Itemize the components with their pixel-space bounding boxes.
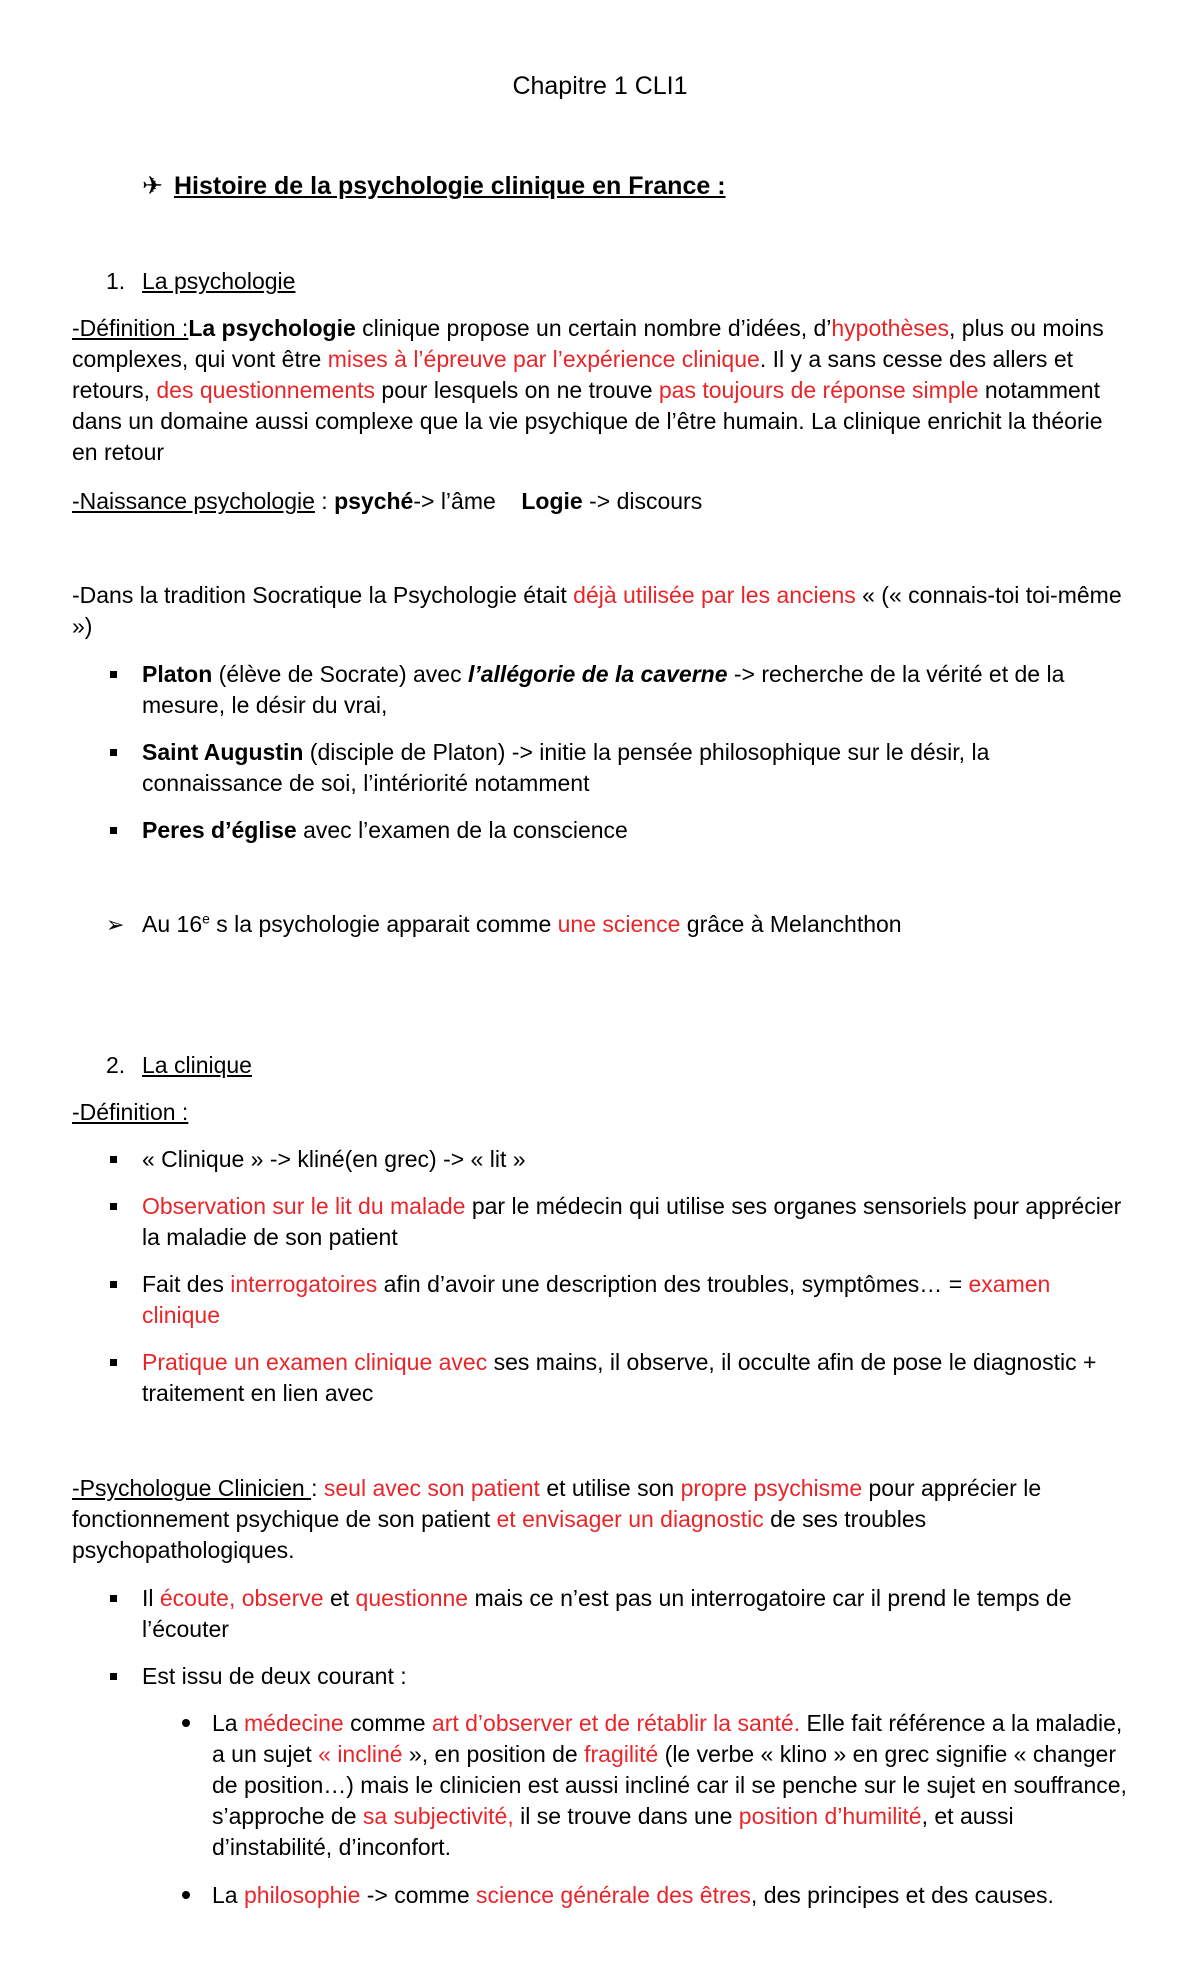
definition-label: -Définition : (72, 315, 189, 341)
section-1-title (106, 266, 295, 297)
section-heading (142, 170, 726, 202)
psychologue-paragraph: -Psychologue Clinicien : seul avec son patient et utilise son propre psychisme pour apprécier le fonctionnement psychique de son patient et envisager un diagnostic de ses troubles psychopathologiques. (72, 1475, 1042, 1563)
airplane-icon: ✈ (142, 172, 163, 200)
list-item: « Clinique » -> kliné(en grec) -> « lit » (106, 1144, 1126, 1175)
dot-bullet-icon (182, 1719, 190, 1727)
sub-list-item: La philosophie -> comme science générale des êtres, des principes et des causes. (178, 1880, 1128, 1911)
heading-text: Histoire de la psychologie clinique en France : (174, 172, 726, 200)
section-2-number: 2. (106, 1052, 126, 1078)
list-item: Fait des interrogatoires afin d’avoir une description des troubles, symptômes… = examen clinique (106, 1269, 1126, 1331)
square-bullet-icon (110, 827, 117, 834)
square-bullet-icon (110, 1673, 117, 1680)
arrow-item: ➢ Au 16e s la psychologie apparait comme une science grâce à Melanchthon (106, 909, 1126, 940)
dot-bullet-icon (182, 1891, 190, 1899)
naissance-label: -Naissance psychologie (72, 488, 315, 514)
square-bullet-icon (110, 671, 117, 678)
list-item: Pratique un examen clinique avec ses mains, il observe, il occulte afin de pose le diagnostic + traitement en lien avec (106, 1347, 1126, 1409)
section-1-number: 1. (106, 268, 126, 294)
square-bullet-icon (110, 1595, 117, 1602)
list-item: Platon (élève de Socrate) avec l’allégorie de la caverne -> recherche de la vérité et de la mesure, le désir du vrai, (106, 659, 1126, 721)
square-bullet-icon (110, 1156, 117, 1163)
list-item: Observation sur le lit du malade par le médecin qui utilise ses organes sensoriels pour apprécier la maladie de son patient (106, 1191, 1126, 1253)
sub-list-item: La médecine comme art d’observer et de rétablir la santé. Elle fait référence a la maladie, a un sujet « incliné », en position de fragilité (le verbe « klino » en grec signifie « changer de position…) mais le clinicien est aussi incliné car il se penche sur le sujet en souffrance, s’approche de sa subjectivité, il se trouve dans une position d’humilité, et aussi d’instabilité, d’inconfort. (178, 1708, 1128, 1863)
square-bullet-icon (110, 1281, 117, 1288)
square-bullet-icon (110, 1203, 117, 1210)
list-item: Il écoute, observe et questionne mais ce n’est pas un interrogatoire car il prend le temps de l’écouter (106, 1583, 1126, 1645)
list-item: Est issu de deux courant : (106, 1661, 1126, 1692)
section-2-title (106, 1050, 252, 1081)
list-item: Peres d’église avec l’examen de la conscience (106, 815, 1126, 846)
square-bullet-icon (110, 1359, 117, 1366)
list-item: Saint Augustin (disciple de Platon) -> initie la pensée philosophique sur le désir, la connaissance de soi, l’intériorité notamment (106, 737, 1126, 799)
square-bullet-icon (110, 749, 117, 756)
tradition-paragraph: -Dans la tradition Socratique la Psychologie était déjà utilisée par les anciens « (« connais-toi toi-même ») (72, 582, 1122, 639)
definition-2-label: -Définition : (72, 1099, 189, 1125)
arrow-bullet-icon: ➢ (106, 912, 125, 937)
section-2-label: La clinique (142, 1052, 252, 1078)
document-title: Chapitre 1 CLI1 (512, 72, 688, 100)
section-1-label: La psychologie (142, 268, 296, 294)
definition-paragraph: -Définition :La psychologie clinique propose un certain nombre d’idées, d’hypothèses, plus ou moins complexes, qui vont être mises à l’épreuve par l’expérience clinique. Il y a sans cesse des allers et retours, des questionnements pour lesquels on ne trouve pas toujours de réponse simple notamment dans un domaine aussi complexe que la vie psychique de l’être humain. La clinique enrichit la théorie en retour (72, 315, 1104, 465)
definition-2-label-row (72, 1097, 1128, 1128)
psychologue-label: -Psychologue Clinicien (72, 1475, 312, 1501)
naissance-paragraph: -Naissance psychologie : psyché-> l’âme Logie -> discours (72, 488, 703, 514)
